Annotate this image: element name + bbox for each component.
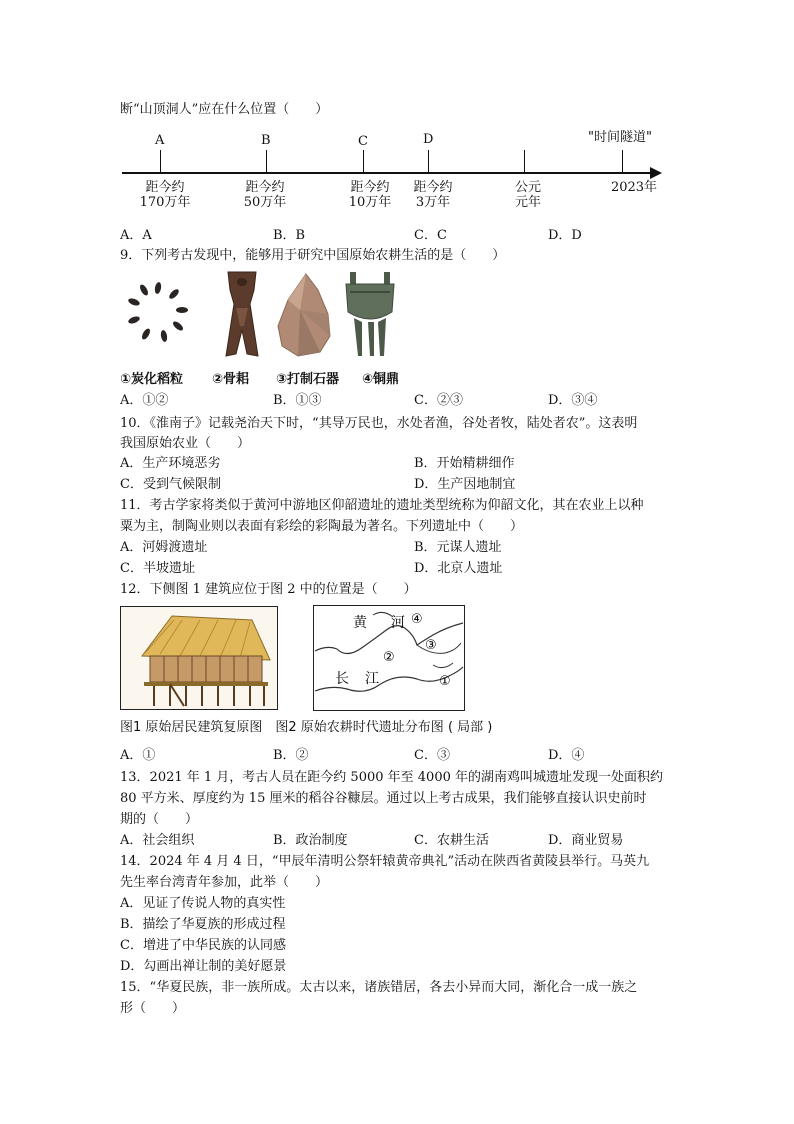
q9-option-d[interactable]: D．③④ — [548, 393, 598, 408]
map-marker-4: ④ — [411, 612, 423, 627]
timeline-arrow-icon — [650, 167, 662, 179]
q9-option-b[interactable]: B．①③ — [273, 393, 322, 408]
q12-figure-caption: 图1 原始居民建筑复原图 图2 原始农耕时代遗址分布图 ( 局部 ) — [120, 720, 493, 735]
q12-option-b[interactable]: B．② — [273, 748, 309, 763]
q10-option-d[interactable]: D．生产因地制宜 — [414, 477, 516, 492]
map-marker-1: ① — [439, 674, 451, 689]
q9-caption-4: ④铜鼎 — [362, 372, 400, 387]
timeline-label: 距今约 170万年 — [139, 180, 191, 210]
q14-stem-line2: 先生率台湾青年参加，此举（ ） — [120, 875, 329, 890]
q13-stem-line2: 80 平方米、厚度约为 15 厘米的稻谷谷糠层。通过以上考古成果，我们能够直接认识史前时 — [120, 791, 647, 806]
carbonized-rice-image — [118, 270, 198, 360]
q11-option-b[interactable]: B．元谋人遗址 — [414, 540, 502, 555]
map-label-huang: 黄 — [353, 615, 367, 631]
q15-stem-line2: 形（ ） — [120, 1001, 186, 1016]
map-marker-2: ② — [383, 650, 395, 665]
q14-option-c[interactable]: C．增进了中华民族的认同感 — [120, 938, 286, 953]
q9-option-a[interactable]: A．①② — [120, 393, 169, 408]
timeline-tunnel-label: "时间隧道" — [588, 130, 652, 145]
timeline-label: 距今约 10万年 — [348, 180, 392, 210]
timeline-tick — [524, 150, 525, 173]
timeline-tick — [266, 150, 267, 173]
q11-option-d[interactable]: D．北京人遗址 — [414, 561, 503, 576]
q13-option-c[interactable]: C．农耕生活 — [414, 833, 489, 848]
timeline-tick — [622, 150, 623, 173]
q10-option-a[interactable]: A．生产环境恶劣 — [120, 456, 221, 471]
q12-option-d[interactable]: D．④ — [548, 748, 585, 763]
q15-stem-line1: 15．“华夏民族，非一族所成。太古以来，诸族错居，各去小异而大同，渐化合一成一族之 — [120, 980, 638, 995]
q14-option-a[interactable]: A．见证了传说人物的真实性 — [120, 896, 286, 911]
map-label-chang: 长 — [335, 671, 349, 687]
q14-stem-line1: 14．2024 年 4 月 4 日，“甲辰年清明公祭轩辕黄帝典礼”活动在陕西省黄陵县举行。马英九 — [120, 854, 650, 869]
q11-option-a[interactable]: A．河姆渡遗址 — [120, 540, 208, 555]
map-label-he: 河 — [391, 615, 405, 631]
timeline-letter-c: C — [358, 134, 368, 149]
q8-option-d[interactable]: D．D — [548, 228, 582, 243]
q10-option-c[interactable]: C．受到气候限制 — [120, 477, 221, 492]
q13-option-a[interactable]: A．社会组织 — [120, 833, 195, 848]
timeline-axis — [122, 172, 652, 174]
timeline-label: 公元 元年 — [514, 180, 541, 210]
timeline-letter-d: D — [423, 132, 434, 147]
timeline-label: 距今约 3万年 — [413, 180, 453, 210]
q14-option-b[interactable]: B．描绘了华夏族的形成过程 — [120, 917, 286, 932]
map-marker-3: ③ — [425, 638, 437, 653]
q12-option-c[interactable]: C．③ — [414, 748, 450, 763]
neolithic-sites-map — [313, 605, 465, 711]
timeline-tick — [428, 150, 429, 173]
q9-caption-3: ③打制石器 — [276, 372, 340, 387]
q8-option-a[interactable]: A．A — [120, 228, 152, 243]
q13-stem-line3: 期的（ ） — [120, 812, 199, 827]
q9-caption-2: ②骨耜 — [212, 372, 250, 387]
q13-stem-line1: 13．2021 年 1 月，考古人员在距今约 5000 年至 4000 年的湖南鸡叫城遗址发现一处面积约 — [120, 770, 663, 785]
bronze-ding-image — [342, 268, 398, 362]
q10-stem-line2: 我国原始农业（ ） — [120, 436, 251, 451]
stilt-house-image — [120, 606, 278, 710]
timeline-label: 2023年 — [610, 180, 658, 195]
timeline-letter-a: A — [155, 133, 165, 148]
q14-option-d[interactable]: D．勾画出禅让制的美好愿景 — [120, 959, 287, 974]
map-label-jiang: 江 — [365, 671, 379, 687]
q9-stem: 9．下列考古发现中，能够用于研究中国原始农耕生活的是（ ） — [120, 248, 506, 263]
timeline-label: 距今约 50万年 — [243, 180, 287, 210]
q13-option-d[interactable]: D．商业贸易 — [548, 833, 624, 848]
q8-stem: 断“山顶洞人”应在什么位置（ ） — [120, 102, 329, 117]
q9-option-c[interactable]: C．②③ — [414, 393, 463, 408]
q13-option-b[interactable]: B．政治制度 — [273, 833, 348, 848]
timeline-letter-b: B — [261, 133, 271, 148]
q8-option-b[interactable]: B．B — [273, 228, 306, 243]
timeline-tick — [160, 150, 161, 173]
chipped-stone-tool-image — [272, 270, 336, 360]
q10-option-b[interactable]: B．开始精耕细作 — [414, 456, 515, 471]
q9-caption-1: ①炭化稻粒 — [120, 372, 184, 387]
q10-stem-line1: 10．《淮南子》记载尧治天下时，“其导万民也，水处者渔，谷处者牧，陆处者农”。这表明 — [120, 416, 638, 431]
q12-option-a[interactable]: A．① — [120, 748, 156, 763]
q11-stem-line2: 粟为主，制陶业则以表面有彩绘的彩陶最为著名。下列遗址中（ ） — [120, 519, 524, 534]
bone-spade-image — [214, 268, 270, 362]
q12-stem: 12．下侧图 1 建筑应位于图 2 中的位置是（ ） — [120, 582, 417, 597]
q11-stem-line1: 11．考古学家将类似于黄河中游地区仰韶遗址的遗址类型统称为仰韶文化，其在农业上以种 — [120, 498, 644, 513]
q11-option-c[interactable]: C．半坡遗址 — [120, 561, 195, 576]
q8-option-c[interactable]: C．C — [414, 228, 447, 243]
timeline-tick — [363, 150, 364, 173]
